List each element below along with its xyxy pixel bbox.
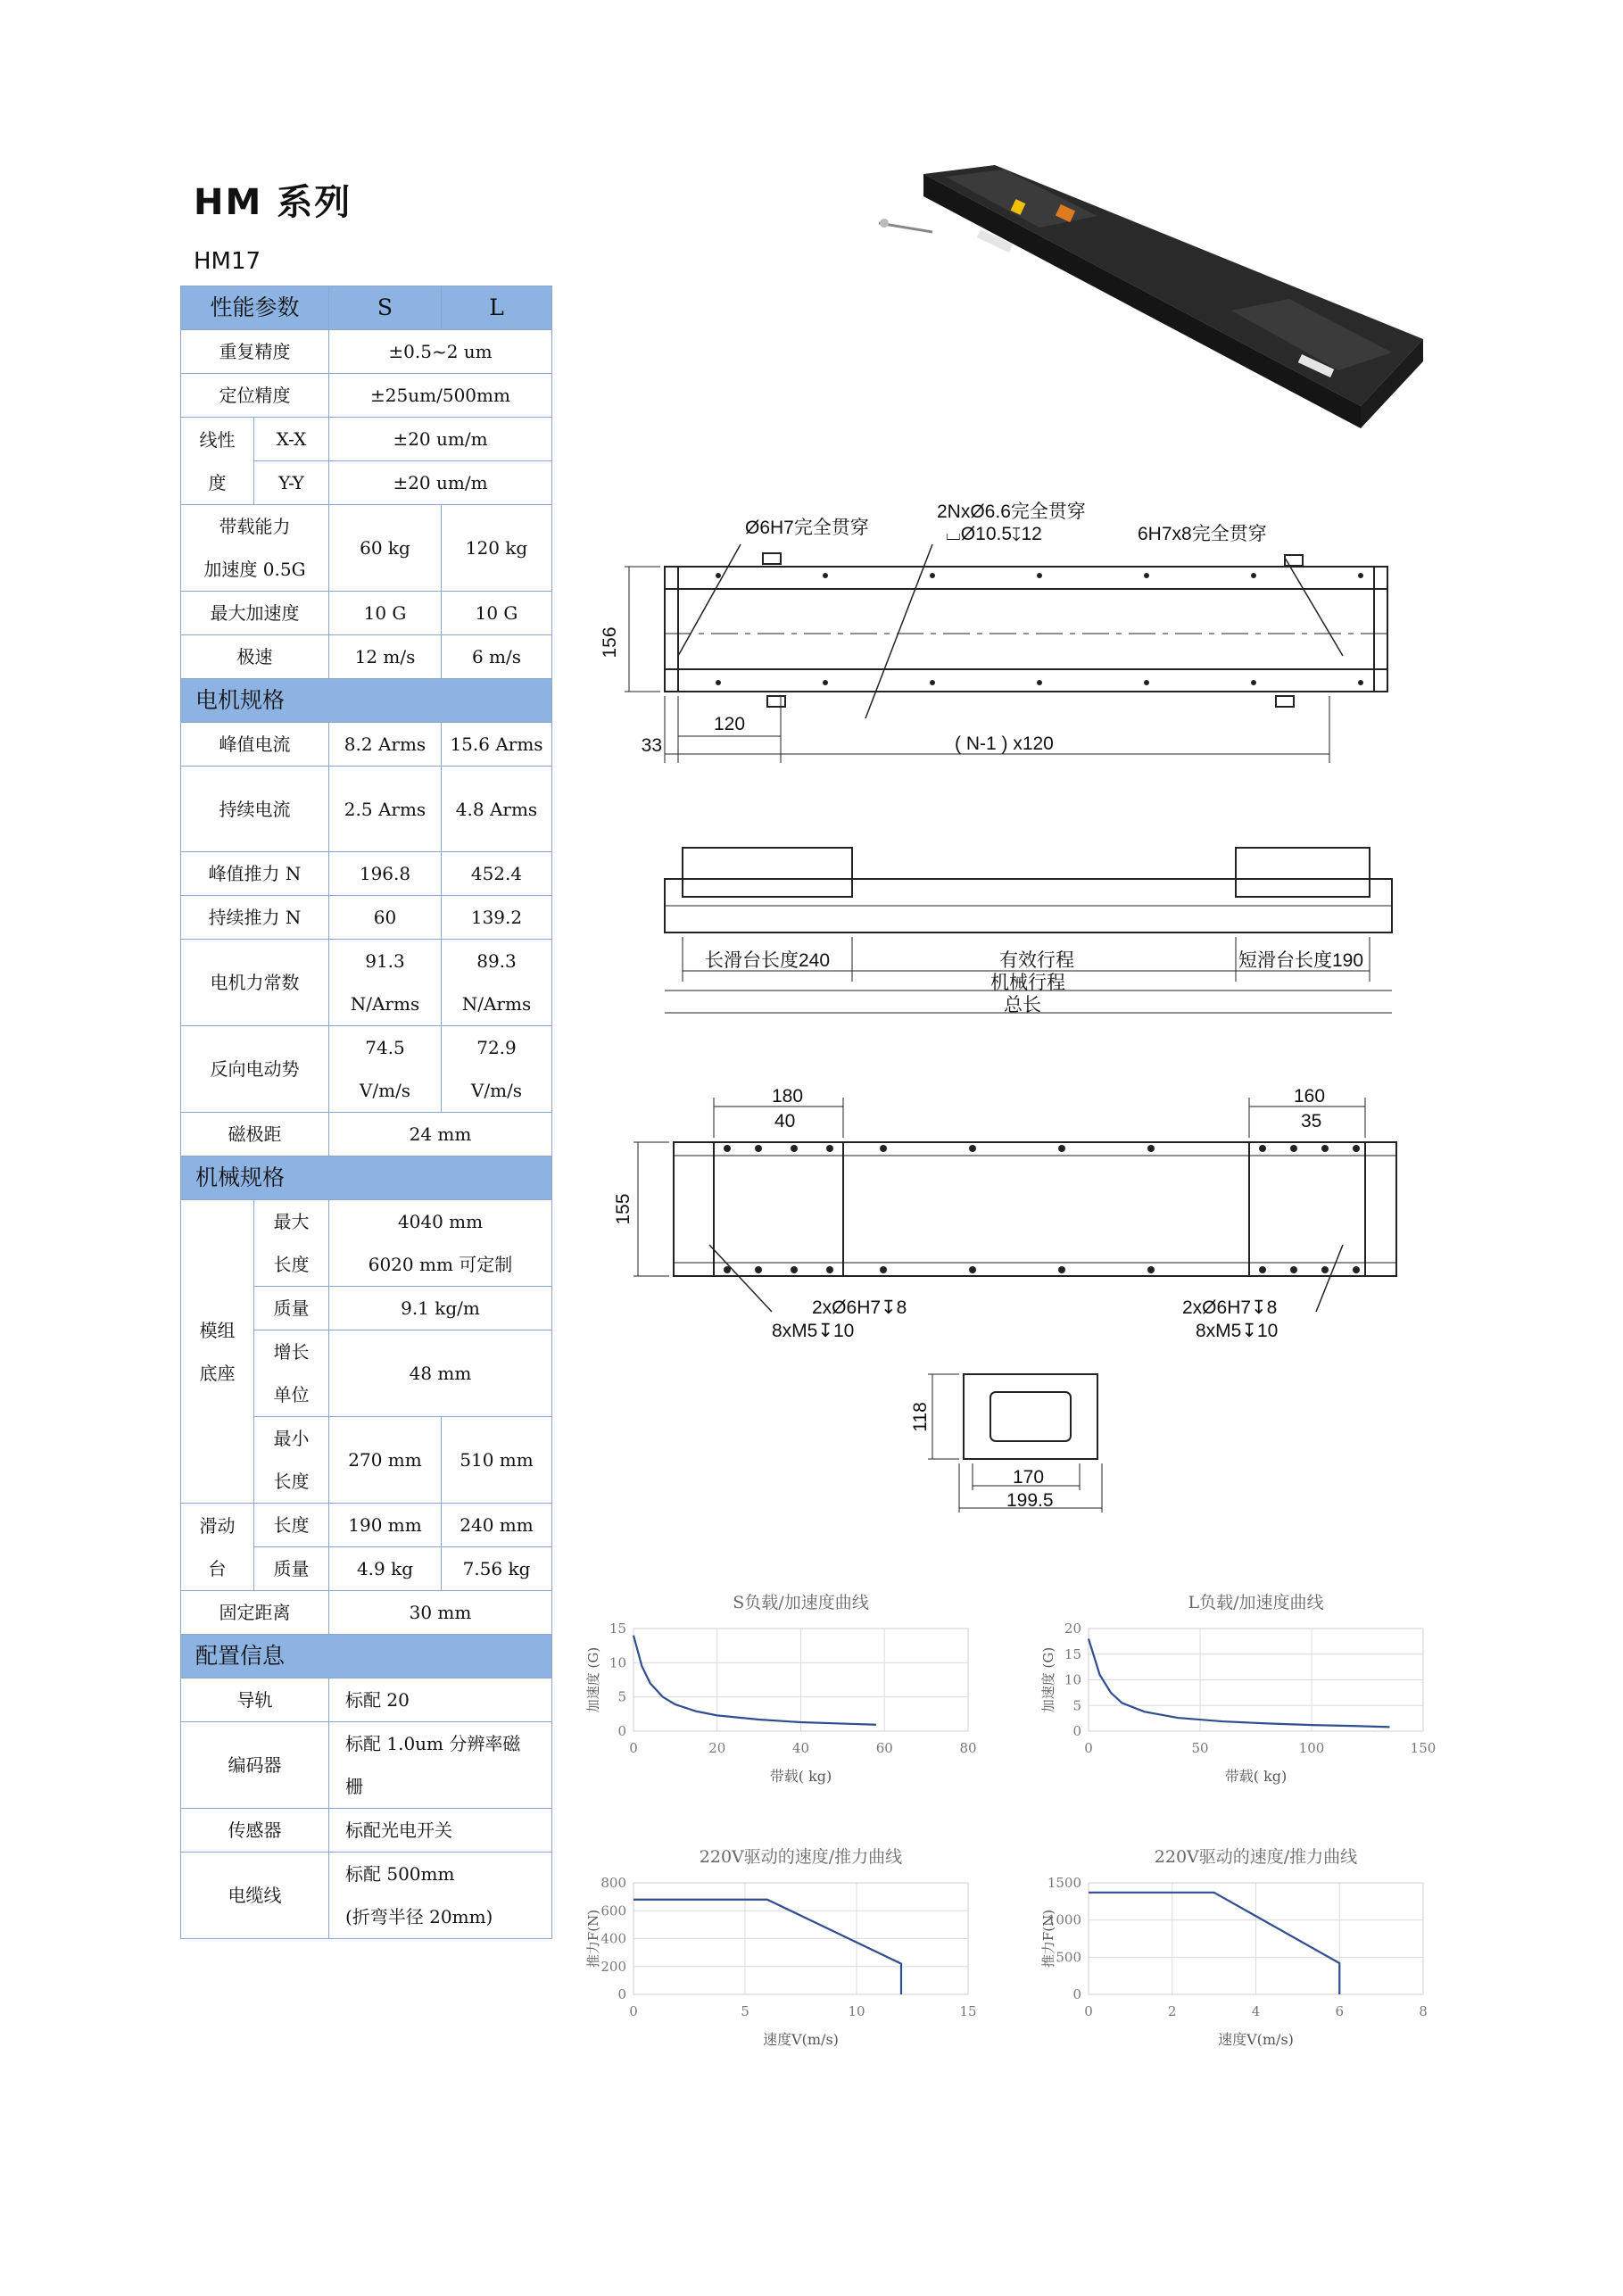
y-axis-label: 推力F(N) [585, 1909, 601, 1969]
value-s [329, 940, 442, 1026]
label-part: 最小 [273, 1428, 310, 1449]
x-tick-label: 50 [1191, 1740, 1209, 1756]
y-tick-label: 1000 [1047, 1911, 1081, 1928]
value-s: 190 mm [329, 1504, 442, 1547]
label-part: 增长 [273, 1341, 310, 1363]
row-sublabel: Y-Y [254, 461, 329, 505]
y-tick-label: 15 [609, 1620, 626, 1637]
row-label: 编码器 [181, 1722, 329, 1809]
model-name: HM17 [194, 248, 261, 275]
dim-pitch: ( N-1 ) x120 [955, 734, 1054, 754]
y-tick-label: 500 [1056, 1949, 1081, 1966]
value-s: 60 [329, 896, 442, 940]
dim-height: 156 [600, 626, 620, 659]
y-tick-label: 600 [600, 1902, 626, 1919]
note-hole-2: 2NxØ6.6完全贯穿 [937, 501, 1086, 522]
row-label: 持续电流 [181, 767, 329, 852]
end-view-drawing [910, 1365, 1151, 1517]
x-tick-label: 15 [959, 2003, 977, 2019]
chart-l-load-accel [1035, 1588, 1445, 1794]
section-motor: 电机规格 [181, 679, 552, 723]
chart-title: L负载/加速度曲线 [1188, 1593, 1324, 1612]
side-view-drawing [651, 839, 1401, 1026]
row-value: 30 mm [329, 1591, 552, 1635]
series-line [633, 1900, 901, 1994]
spec-table [180, 286, 552, 1939]
note-hole-3: ⌴Ø10.5↧12 [946, 524, 1042, 544]
x-tick-label: 4 [1251, 2003, 1261, 2019]
row-label: 重复精度 [181, 330, 329, 374]
hole-note-right-1: 2xØ6H7↧8 [1182, 1297, 1278, 1318]
value-s: 8.2 Arms [329, 723, 442, 767]
x-tick-label: 2 [1167, 2003, 1177, 2019]
chart-title: 220V驱动的速度/推力曲线 [1154, 1847, 1358, 1867]
value-s: 4.9 kg [329, 1547, 442, 1591]
value-s: 196.8 [329, 852, 442, 896]
row-label: 持续推力 N [181, 896, 329, 940]
value-part: N/Arms [350, 993, 420, 1015]
row-label [181, 1200, 254, 1504]
row-sublabel: 质量 [254, 1287, 329, 1330]
x-axis-label: 速度V(m/s) [763, 2031, 839, 2048]
x-axis-label: 带载( kg) [769, 1768, 832, 1785]
value-part: 89.3 [476, 950, 517, 972]
value-part: 72.9 [476, 1037, 517, 1058]
y-tick-label: 800 [600, 1875, 626, 1891]
y-axis-label: 加速度 (G) [585, 1646, 601, 1713]
row-sublabel [254, 1200, 329, 1287]
row-label [181, 1504, 254, 1591]
dim-199: 199.5 [1006, 1490, 1054, 1511]
y-axis-label: 加速度 (G) [1040, 1646, 1056, 1713]
chart-title: S负载/加速度曲线 [733, 1593, 869, 1612]
plan-view-drawing [613, 1084, 1410, 1352]
chart-s-speed-force [580, 1843, 990, 2057]
header-l: L [442, 286, 552, 330]
value-l [442, 940, 552, 1026]
value-s: 10 G [329, 592, 442, 635]
y-tick-label: 0 [1072, 1986, 1081, 2002]
label-part: 线性 [199, 428, 236, 451]
x-tick-label: 0 [1084, 1740, 1093, 1756]
dim-155: 155 [613, 1193, 633, 1225]
value-l: 10 G [442, 592, 552, 635]
value-s: 2.5 Arms [329, 767, 442, 852]
row-label: 定位精度 [181, 374, 329, 418]
section-mechanical: 机械规格 [181, 1156, 552, 1200]
hole-note-left-1: 2xØ6H7↧8 [812, 1297, 907, 1318]
dim-160: 160 [1294, 1086, 1326, 1107]
dim-33: 33 [641, 735, 662, 756]
row-sublabel: X-X [254, 418, 329, 461]
label-part: 长度 [273, 1254, 310, 1275]
value-part: V/m/s [359, 1080, 411, 1101]
y-tick-label: 0 [1072, 1723, 1081, 1739]
product-photo [879, 161, 1441, 437]
value-part: V/m/s [470, 1080, 523, 1101]
label-part: 滑动 [199, 1514, 236, 1537]
row-label: 最大加速度 [181, 592, 329, 635]
value-part: 91.3 [365, 950, 405, 972]
row-value [329, 1853, 552, 1939]
value-l [442, 1026, 552, 1113]
x-tick-label: 0 [629, 1740, 638, 1756]
value-s: 270 mm [329, 1417, 442, 1504]
value-part: 标配 500mm [345, 1863, 455, 1885]
long-slider-label: 长滑台长度240 [705, 950, 831, 971]
row-value: 48 mm [329, 1330, 552, 1417]
label-part: 单位 [273, 1384, 310, 1405]
row-value: 9.1 kg/m [329, 1287, 552, 1330]
chart-title: 220V驱动的速度/推力曲线 [699, 1847, 903, 1867]
x-tick-label: 60 [875, 1740, 893, 1756]
hole-note-right-2: 8xM5↧10 [1196, 1321, 1279, 1341]
value-part: 74.5 [365, 1037, 405, 1058]
row-value [329, 1200, 552, 1287]
x-tick-label: 150 [1410, 1740, 1437, 1756]
y-tick-label: 0 [617, 1723, 626, 1739]
value-l: 139.2 [442, 896, 552, 940]
row-sublabel: 长度 [254, 1504, 329, 1547]
header-s: S [329, 286, 442, 330]
label-part: 模组 [199, 1319, 236, 1341]
x-tick-label: 100 [1298, 1740, 1325, 1756]
y-tick-label: 10 [609, 1654, 626, 1671]
value-l: 510 mm [442, 1417, 552, 1504]
value-l: 452.4 [442, 852, 552, 896]
x-axis-label: 带载( kg) [1224, 1768, 1288, 1785]
y-axis-label: 推力F(N) [1040, 1909, 1056, 1969]
series-line [633, 1636, 876, 1725]
y-tick-label: 400 [600, 1930, 626, 1947]
row-label: 峰值推力 N [181, 852, 329, 896]
label-part: 加速度 0.5G [203, 559, 306, 580]
dim-120: 120 [714, 714, 746, 734]
x-tick-label: 0 [629, 2003, 638, 2019]
note-hole-4: 6H7x8完全贯穿 [1138, 524, 1267, 544]
y-tick-label: 5 [617, 1688, 626, 1705]
x-axis-label: 速度V(m/s) [1218, 2031, 1294, 2048]
row-label [181, 505, 329, 592]
x-tick-label: 40 [791, 1740, 810, 1756]
row-sublabel [254, 1417, 329, 1504]
value-l: 7.56 kg [442, 1547, 552, 1591]
dim-35: 35 [1301, 1111, 1322, 1131]
x-tick-label: 8 [1419, 2003, 1428, 2019]
label-part: 带载能力 [219, 516, 291, 537]
value-l: 120 kg [442, 505, 552, 592]
value-l: 4.8 Arms [442, 767, 552, 852]
value-part: 4040 mm [397, 1211, 484, 1232]
value-s: 60 kg [329, 505, 442, 592]
row-value: ±25um/500mm [329, 374, 552, 418]
short-slider-label: 短滑台长度190 [1238, 950, 1364, 971]
chart-l-speed-force [1035, 1843, 1445, 2057]
row-value: ±20 um/m [329, 461, 552, 505]
row-label [181, 418, 254, 505]
y-tick-label: 15 [1064, 1645, 1081, 1662]
chart-s-load-accel [580, 1588, 990, 1794]
section-config: 配置信息 [181, 1635, 552, 1678]
row-value [329, 1722, 552, 1809]
row-value: 标配光电开关 [329, 1809, 552, 1853]
dim-180: 180 [772, 1086, 804, 1107]
label-part: 台 [208, 1557, 227, 1579]
row-sublabel [254, 1330, 329, 1417]
label-part: 长度 [273, 1471, 310, 1492]
hole-note-left-2: 8xM5↧10 [772, 1321, 855, 1341]
value-part: 标配 1.0um 分辨率磁 [345, 1733, 521, 1754]
series-title: HM 系列 [194, 182, 352, 223]
row-value: ±20 um/m [329, 418, 552, 461]
y-tick-label: 20 [1064, 1620, 1081, 1637]
note-hole-1: Ø6H7完全贯穿 [745, 518, 869, 538]
value-part: 6020 mm 可定制 [368, 1254, 513, 1275]
dim-40: 40 [774, 1111, 796, 1131]
value-part: N/Arms [461, 993, 532, 1015]
header-param: 性能参数 [181, 286, 329, 330]
value-s: 12 m/s [329, 635, 442, 679]
y-tick-label: 10 [1064, 1671, 1081, 1688]
x-tick-label: 10 [848, 2003, 865, 2019]
label-part: 最大 [273, 1211, 310, 1232]
value-l: 6 m/s [442, 635, 552, 679]
value-l: 15.6 Arms [442, 723, 552, 767]
dim-118: 118 [910, 1402, 931, 1432]
label-part: 度 [208, 471, 227, 493]
row-label: 导轨 [181, 1678, 329, 1722]
row-label: 反向电动势 [181, 1026, 329, 1113]
y-tick-label: 0 [617, 1986, 626, 2002]
row-label: 磁极距 [181, 1113, 329, 1156]
row-label: 电缆线 [181, 1853, 329, 1939]
value-s [329, 1026, 442, 1113]
y-tick-label: 200 [600, 1958, 626, 1975]
x-tick-label: 20 [708, 1740, 726, 1756]
y-tick-label: 5 [1072, 1697, 1081, 1714]
x-tick-label: 5 [741, 2003, 749, 2019]
total-length-label: 总长 [1004, 995, 1041, 1015]
row-label: 极速 [181, 635, 329, 679]
row-label: 电机力常数 [181, 940, 329, 1026]
value-part: 栅 [345, 1776, 363, 1797]
mech-stroke-label: 机械行程 [990, 973, 1065, 993]
value-part: (折弯半径 20mm) [345, 1906, 493, 1927]
value-l: 240 mm [442, 1504, 552, 1547]
row-label: 固定距离 [181, 1591, 329, 1635]
row-value: 24 mm [329, 1113, 552, 1156]
series-line [1089, 1639, 1390, 1728]
row-label: 峰值电流 [181, 723, 329, 767]
effective-stroke-label: 有效行程 [999, 950, 1074, 971]
row-sublabel: 质量 [254, 1547, 329, 1591]
dim-170: 170 [1013, 1467, 1045, 1488]
x-tick-label: 6 [1335, 2003, 1345, 2019]
label-part: 底座 [199, 1362, 236, 1384]
x-tick-label: 80 [959, 1740, 977, 1756]
row-value: ±0.5~2 um [329, 330, 552, 374]
y-tick-label: 1500 [1047, 1875, 1081, 1891]
row-value: 标配 20 [329, 1678, 552, 1722]
x-tick-label: 0 [1084, 2003, 1093, 2019]
series-line [1089, 1893, 1339, 1994]
row-label: 传感器 [181, 1809, 329, 1853]
top-view-drawing [589, 500, 1428, 758]
